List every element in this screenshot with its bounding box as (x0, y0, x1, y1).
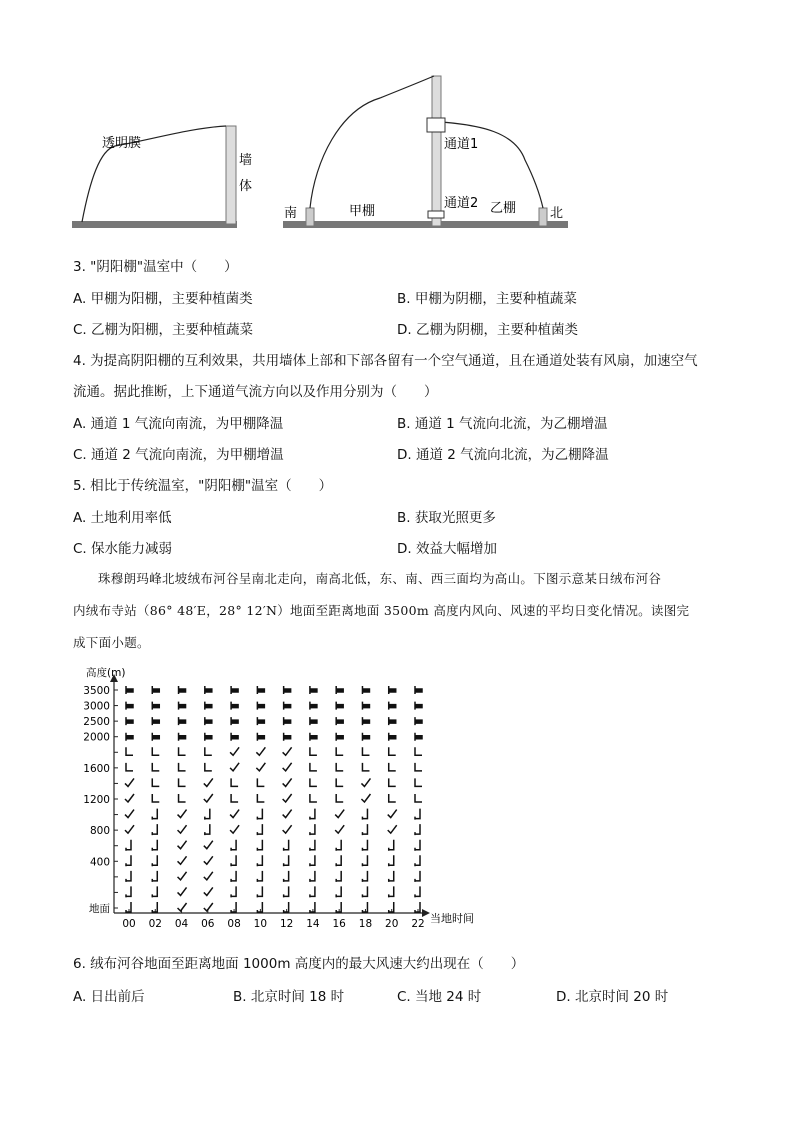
wind-barb (284, 733, 291, 741)
wind-barb (178, 903, 187, 911)
x-tick-label: 18 (358, 918, 373, 930)
wind-barb (389, 702, 396, 710)
wind-barb (362, 886, 367, 897)
wind-barb (336, 763, 343, 771)
wind-barb (389, 733, 396, 741)
wind-barb (362, 809, 367, 820)
wind-barb (415, 702, 422, 710)
x-tick-label: 14 (306, 918, 320, 930)
wind-barb (257, 902, 262, 913)
wind-barb (361, 778, 370, 786)
wind-barb (310, 702, 317, 710)
wind-barb (125, 794, 134, 802)
wind-barb (179, 702, 186, 710)
y-tick-label: 2500 (83, 716, 110, 729)
wind-barb (257, 702, 264, 710)
wind-barb (362, 733, 369, 741)
wind-barb (231, 855, 236, 866)
wind-barb (310, 733, 317, 741)
wind-barb (283, 794, 292, 802)
wind-barb (389, 763, 396, 771)
wind-barb (257, 871, 262, 882)
north-post (539, 208, 547, 226)
x-tick-label: 20 (385, 918, 399, 930)
wind-barb (126, 686, 133, 694)
q4-option-b: B. 通道 1 气流向北流，为乙棚增温 (397, 416, 608, 432)
q5-option-c: C. 保水能力减弱 (73, 541, 173, 557)
wind-barb (310, 794, 317, 802)
q4-option-d: D. 通道 2 气流向北流，为乙棚降温 (397, 447, 609, 463)
wind-barb (179, 717, 186, 725)
wind-barb (205, 809, 210, 820)
wind-barb (310, 824, 315, 835)
wind-barb (126, 747, 133, 755)
q3-option-a: A. 甲棚为阳棚，主要种植菌类 (73, 291, 253, 307)
wind-barb (415, 886, 420, 897)
wind-barb (125, 825, 134, 833)
q3-option-b: B. 甲棚为阴棚，主要种植蔬菜 (397, 291, 577, 307)
wind-barb (179, 763, 186, 771)
wind-barb (415, 778, 422, 786)
wind-barb (336, 855, 341, 866)
channel-1-label: 通道1 (444, 137, 479, 152)
passage-line-2: 内绒布寺站（86° 48′E，28° 12′N）地面至距离地面 3500m 高度内风向、风速的平均日变化情况。读图完 (73, 603, 690, 618)
x-tick-label: 06 (201, 918, 215, 930)
y-tick-label: 地面 (89, 903, 110, 915)
wind-barb (152, 886, 157, 897)
south-shed-curve (310, 76, 434, 208)
channel-1-box (427, 118, 445, 132)
q6-option-a: A. 日出前后 (73, 989, 145, 1005)
x-tick-label: 10 (253, 918, 268, 930)
wind-barb (362, 824, 367, 835)
q5-option-b: B. 获取光照更多 (397, 510, 496, 526)
wind-barb (178, 810, 187, 818)
wind-barb (283, 763, 292, 771)
y-tick-label: 1200 (83, 794, 110, 806)
wind-barb (231, 686, 238, 694)
wind-barb (310, 717, 317, 725)
q4-stem-line-1: 4. 为提高阴阳棚的互利效果，共用墙体上部和下部各留有一个空气通道，且在通道处装有风扇，加速空气 (73, 353, 698, 369)
wind-barb (336, 702, 343, 710)
wind-barb (389, 717, 396, 725)
wind-barb (415, 902, 420, 913)
shed-a-label: 甲棚 (349, 204, 376, 219)
wind-barb (389, 886, 394, 897)
wind-barb (152, 733, 159, 741)
wind-barb (231, 871, 236, 882)
x-tick-label: 04 (174, 918, 189, 930)
y-tick-label: 3000 (83, 700, 110, 713)
wind-barb (336, 794, 343, 802)
wind-barb (362, 855, 367, 866)
wind-barb (415, 824, 420, 835)
q6-stem: 6. 绒布河谷地面至距离地面 1000m 高度内的最大风速大约出现在（ ） (73, 956, 525, 972)
wind-barb (415, 871, 420, 882)
q6-option-c: C. 当地 24 时 (397, 989, 482, 1005)
wind-barb (205, 686, 212, 694)
x-axis-label: 当地时间 (430, 912, 474, 925)
south-post (306, 208, 314, 226)
x-axis-arrow (422, 909, 430, 917)
wind-barb (257, 855, 262, 866)
wind-barb (204, 856, 213, 864)
left-ground (72, 221, 237, 228)
wind-barb (231, 886, 236, 897)
wind-barb (310, 747, 317, 755)
wind-barb (283, 810, 292, 818)
wind-barb (204, 872, 213, 880)
wind-barb (415, 809, 420, 820)
wind-barb (257, 824, 262, 835)
y-tick-label: 2000 (83, 731, 110, 744)
wind-barb (126, 855, 131, 866)
wind-barb (362, 686, 369, 694)
q5-stem: 5. 相比于传统温室，"阴阳棚"温室（ ） (73, 478, 333, 494)
wind-barb (388, 825, 397, 833)
wind-barb (284, 840, 289, 851)
q3-option-c: C. 乙棚为阳棚，主要种植蔬菜 (73, 322, 254, 338)
wind-barb (336, 778, 343, 786)
wind-barb (204, 903, 213, 911)
wind-barb-chart (70, 660, 490, 932)
wind-barb (389, 794, 396, 802)
wind-barb (231, 794, 238, 802)
wind-barb (415, 855, 420, 866)
wind-barb (152, 686, 159, 694)
wind-barb (415, 747, 422, 755)
wind-barb (310, 763, 317, 771)
wind-barb (178, 856, 187, 864)
wind-barb (336, 717, 343, 725)
wind-barb (415, 686, 422, 694)
wind-barb (230, 825, 239, 833)
wind-barb (231, 717, 238, 725)
wind-barb (231, 840, 236, 851)
x-tick-label: 08 (227, 918, 241, 930)
passage-line-1: 珠穆朗玛峰北坡绒布河谷呈南北走向，南高北低，东、南、西三面均为高山。下图示意某日绒布河谷 (98, 571, 662, 586)
wind-barb (336, 840, 341, 851)
wind-barb (336, 902, 341, 913)
wind-barb (152, 824, 157, 835)
wind-barb (415, 717, 422, 725)
wind-barb (231, 702, 238, 710)
wind-barb (310, 871, 315, 882)
q5-option-a: A. 土地利用率低 (73, 510, 172, 526)
x-tick-label: 12 (279, 918, 294, 930)
wind-barb (152, 763, 159, 771)
wind-barb (284, 702, 291, 710)
wind-barb (389, 747, 396, 755)
film-label: 透明膜 (102, 136, 142, 151)
wind-barb (230, 810, 239, 818)
wind-barb (179, 747, 186, 755)
wind-barb (415, 763, 422, 771)
y-tick-label: 1600 (83, 762, 110, 775)
wind-barb (336, 871, 341, 882)
wind-barb (126, 702, 133, 710)
wind-barb (178, 872, 187, 880)
y-tick-group (83, 685, 118, 915)
wind-barb (125, 778, 134, 786)
x-tick-label: 16 (332, 918, 346, 930)
wind-barb (284, 871, 289, 882)
wind-barb (257, 794, 264, 802)
wind-barb (179, 686, 186, 694)
wind-barb (205, 763, 212, 771)
wind-barb (205, 733, 212, 741)
wind-barb (310, 855, 315, 866)
wind-barb (152, 717, 159, 725)
wind-barb (152, 778, 159, 786)
wind-barb (415, 733, 422, 741)
wind-barb (336, 886, 341, 897)
wind-barb (335, 810, 344, 818)
wind-barb (361, 794, 370, 802)
wind-barb (257, 733, 264, 741)
wind-barb (205, 702, 212, 710)
wind-barb (125, 810, 134, 818)
wind-barb (205, 747, 212, 755)
y-axis-label: 高度(m) (86, 667, 126, 679)
wind-barb (179, 778, 186, 786)
wind-barb (152, 902, 157, 913)
wind-barb (284, 902, 289, 913)
wind-barb (336, 733, 343, 741)
wind-barb (284, 886, 289, 897)
wind-barb (415, 794, 422, 802)
wind-barb (362, 747, 369, 755)
wind-barb (310, 778, 317, 786)
left-wall (226, 126, 236, 224)
q3-option-d: D. 乙棚为阴棚，主要种植菌类 (397, 322, 578, 338)
wind-barb (126, 902, 131, 913)
wind-barb (283, 747, 292, 755)
wind-barb (310, 809, 315, 820)
wind-barb (284, 717, 291, 725)
wind-barb (310, 840, 315, 851)
x-tick-label: 02 (148, 918, 162, 930)
wind-barb (389, 840, 394, 851)
q5-option-d: D. 效益大幅增加 (397, 541, 497, 557)
q4-option-c: C. 通道 2 气流向南流，为甲棚增温 (73, 447, 284, 463)
wall-label-1: 墙 (239, 153, 253, 168)
wind-barb (362, 702, 369, 710)
wind-barb (283, 825, 292, 833)
wind-barb (126, 733, 133, 741)
wind-barb (178, 841, 187, 849)
x-tick-label: 22 (411, 918, 425, 930)
wind-barb (362, 763, 369, 771)
q4-stem-line-2: 流通。据此推断，上下通道气流方向以及作用分别为（ ） (73, 384, 438, 400)
right-ground (283, 221, 568, 228)
shared-wall (432, 76, 441, 226)
wind-barb (126, 886, 131, 897)
wind-barb (415, 840, 420, 851)
y-tick-label: 3500 (83, 685, 110, 697)
wind-barb (231, 902, 236, 913)
wind-barb (284, 686, 291, 694)
wind-barb (389, 871, 394, 882)
wind-barb (152, 855, 157, 866)
wind-barb (389, 778, 396, 786)
wind-barb (257, 717, 264, 725)
q6-option-d: D. 北京时间 20 时 (556, 989, 669, 1005)
wind-barb (257, 809, 262, 820)
wind-barb (257, 778, 264, 786)
wind-barb (152, 794, 159, 802)
wind-barb (389, 902, 394, 913)
wind-barb (126, 763, 133, 771)
wind-barb (284, 855, 289, 866)
y-tick-label: 400 (89, 856, 110, 869)
wind-barb (204, 794, 213, 802)
y-tick-label: 800 (89, 825, 110, 838)
wind-barb (126, 840, 131, 851)
wind-barb (336, 686, 343, 694)
wind-barb (362, 902, 367, 913)
wind-barb (310, 686, 317, 694)
wind-barb (204, 778, 213, 786)
wind-barb (178, 825, 187, 833)
x-tick-group (122, 909, 424, 930)
wind-barb (152, 840, 157, 851)
q3-stem: 3. "阴阳棚"温室中（ ） (73, 259, 238, 275)
channel-2-label: 通道2 (444, 196, 479, 211)
wind-barb (179, 794, 186, 802)
wind-barb (310, 902, 315, 913)
wind-barb (126, 717, 133, 725)
wind-barb (231, 733, 238, 741)
wind-barb (230, 747, 239, 755)
barb-group (125, 686, 422, 913)
wind-barb (205, 824, 210, 835)
x-tick-label: 00 (122, 918, 136, 930)
wind-barb (389, 686, 396, 694)
wind-barb (152, 871, 157, 882)
wind-barb (362, 871, 367, 882)
wind-barb (362, 840, 367, 851)
wind-barb (230, 763, 239, 771)
wind-barb (335, 825, 344, 833)
greenhouse-figure (60, 70, 580, 235)
channel-2-box (428, 211, 444, 218)
shed-b-label: 乙棚 (490, 201, 517, 216)
wind-barb (257, 840, 262, 851)
wind-barb (256, 763, 265, 771)
wind-barb (152, 809, 157, 820)
north-label: 北 (550, 206, 564, 221)
wind-barb (204, 841, 213, 849)
wind-barb (152, 702, 159, 710)
wind-barb (179, 733, 186, 741)
wind-barb (178, 887, 187, 895)
south-label: 南 (284, 206, 298, 221)
wind-barb (205, 717, 212, 725)
wind-barb (388, 810, 397, 818)
passage-line-3: 成下面小题。 (73, 635, 150, 650)
wind-barb (362, 717, 369, 725)
wind-barb (389, 855, 394, 866)
q4-option-a: A. 通道 1 气流向南流，为甲棚降温 (73, 416, 284, 432)
wind-barb (152, 747, 159, 755)
wind-barb (231, 778, 238, 786)
wind-barb (336, 747, 343, 755)
wall-label-2: 体 (239, 179, 253, 194)
wind-barb (257, 686, 264, 694)
wind-barb (204, 887, 213, 895)
wind-barb (310, 886, 315, 897)
wind-barb (126, 871, 131, 882)
wind-barb (257, 886, 262, 897)
wind-barb (283, 778, 292, 786)
q6-option-b: B. 北京时间 18 时 (233, 989, 345, 1005)
wind-barb (256, 747, 265, 755)
